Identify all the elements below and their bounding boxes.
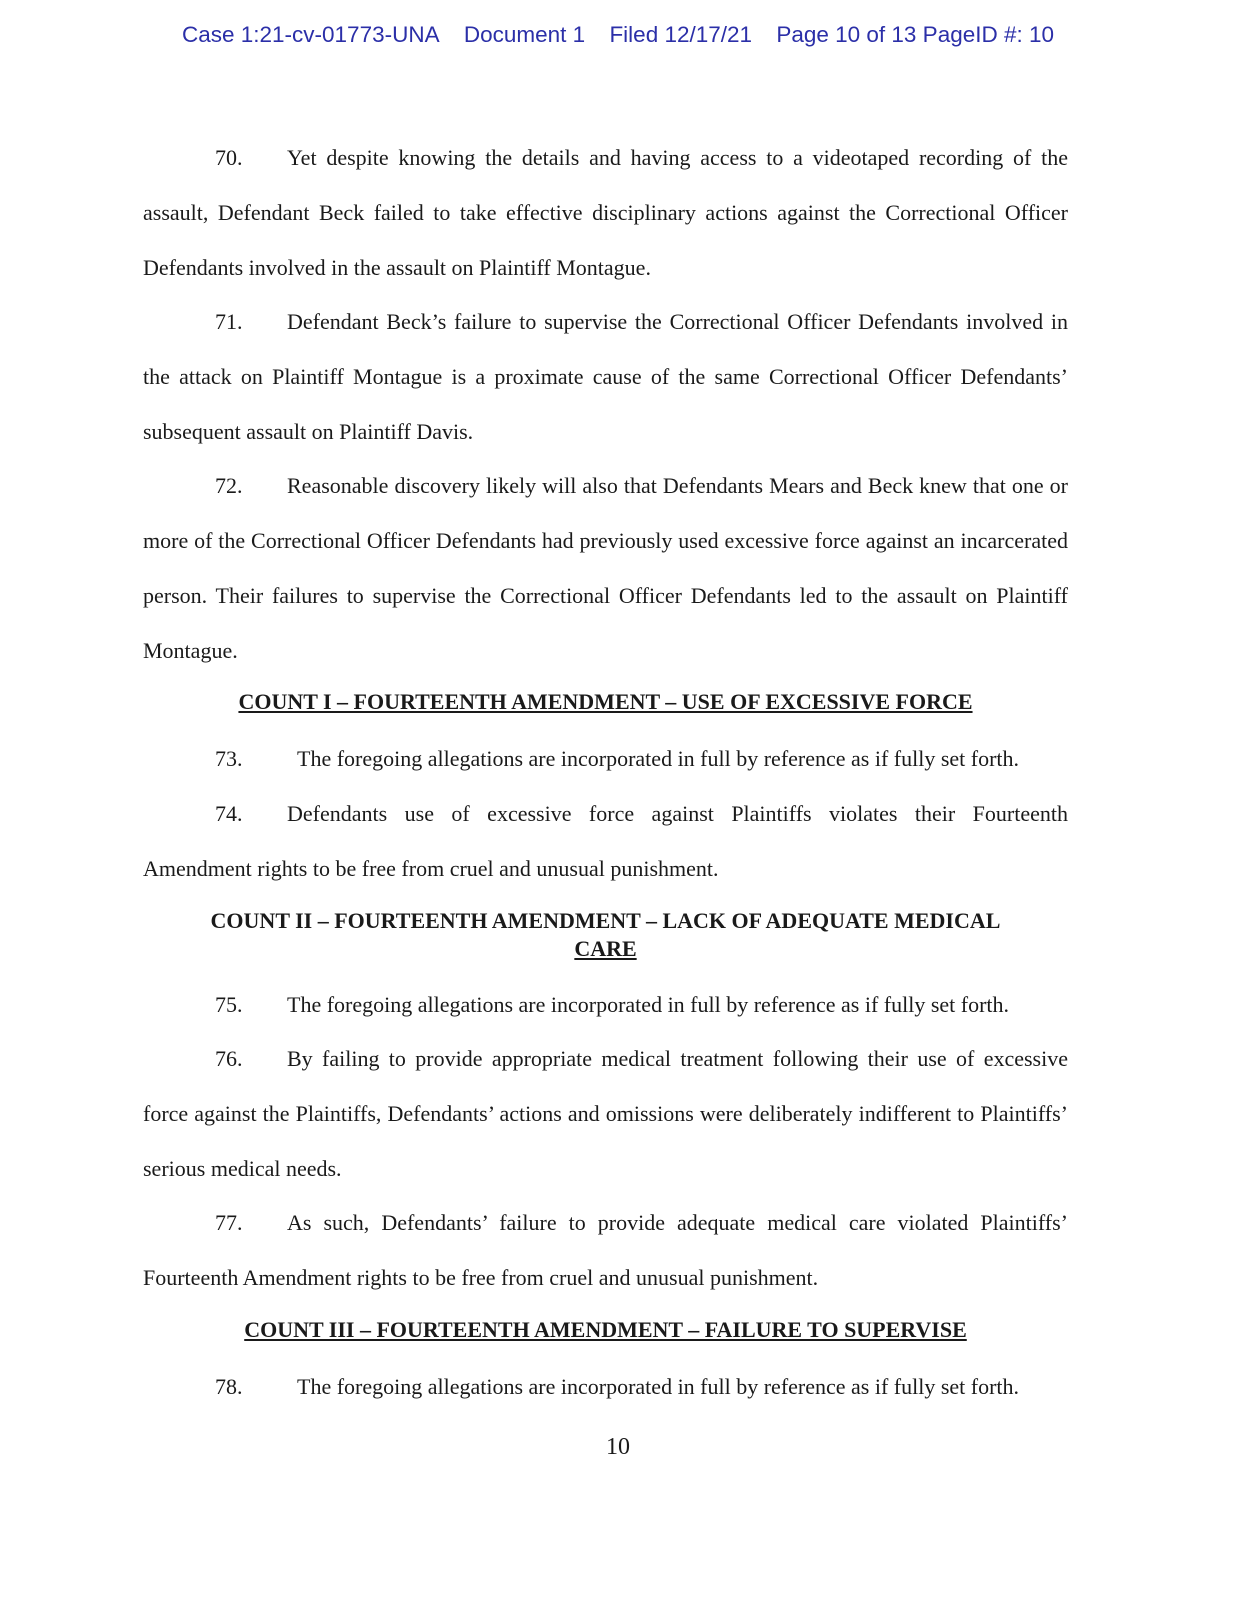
count-2-heading-line-1: COUNT II – FOURTEENTH AMENDMENT – LACK OF ADEQUATE MEDICAL [210, 908, 1001, 933]
paragraph-text: The foregoing allegations are incorporated in full by reference as if fully set forth. [297, 1374, 1020, 1399]
paragraph-72 [143, 458, 1068, 678]
paragraph-number: 76. [215, 1046, 243, 1071]
paragraph-77 [143, 1195, 1068, 1305]
paragraph-number: 78. [215, 1374, 243, 1399]
paragraph-71 [143, 294, 1068, 459]
paragraph-text: The foregoing allegations are incorporated in full by reference as if fully set forth. [287, 992, 1010, 1017]
document-number: Document 1 [463, 22, 586, 47]
paragraph-number: 75. [215, 992, 243, 1017]
page-number: 10 [606, 1434, 630, 1460]
count-2-heading [143, 907, 1068, 963]
paragraph-number: 73. [215, 746, 243, 771]
document-header [0, 22, 1236, 48]
paragraph-text: Defendants use of excessive force against Plaintiffs violates their Fourteenth Amendment rights to be free from cruel and unusual punishment. [143, 801, 1068, 881]
paragraph-78 [143, 1359, 1068, 1414]
paragraph-text: The foregoing allegations are incorporated in full by reference as if fully set forth. [297, 746, 1020, 771]
paragraph-70 [143, 130, 1068, 295]
paragraph-74 [143, 786, 1068, 896]
count-1-heading: COUNT I – FOURTEENTH AMENDMENT – USE OF EXCESSIVE FORCE [238, 689, 973, 714]
paragraph-number: 71. [215, 309, 243, 334]
paragraph-text: By failing to provide appropriate medical treatment following their use of excessive force against the Plaintiffs, Defendants’ actions and omissions were deliberately indifferent to Plaintiffs’ serious medical needs. [143, 1046, 1068, 1181]
paragraph-text: Yet despite knowing the details and having access to a videotaped recording of the assault, Defendant Beck failed to take effective disciplinary actions against the Correctional Officer Defendants involved in the assault on Plaintiff Montague. [143, 145, 1068, 280]
count-3-heading: COUNT III – FOURTEENTH AMENDMENT – FAILURE TO SUPERVISE [244, 1317, 967, 1342]
paragraph-number: 74. [215, 801, 243, 826]
case-number: Case 1:21-cv-01773-UNA [181, 22, 440, 47]
paragraph-75 [143, 977, 1068, 1032]
page-id: Page 10 of 13 PageID #: 10 [776, 22, 1055, 47]
count-2-heading-line-2: CARE [574, 936, 637, 961]
paragraph-76 [143, 1031, 1068, 1196]
paragraph-number: 77. [215, 1210, 243, 1235]
filed-date: Filed 12/17/21 [609, 22, 753, 47]
paragraph-text: Defendant Beck’s failure to supervise the Correctional Officer Defendants involved in the attack on Plaintiff Montague is a proximate cause of the same Correctional Officer Defendants’ subsequent assault on Plaintiff Davis. [143, 309, 1068, 444]
paragraph-number: 70. [215, 145, 243, 170]
paragraph-73 [143, 731, 1068, 786]
paragraph-text: As such, Defendants’ failure to provide adequate medical care violated Plaintiffs’ Fourteenth Amendment rights to be free from cruel and unusual punishment. [143, 1210, 1068, 1290]
paragraph-number: 72. [215, 473, 243, 498]
paragraph-text: Reasonable discovery likely will also that Defendants Mears and Beck knew that one or more of the Correctional Officer Defendants had previously used excessive force against an incarcerated person. Their failures to supervise the Correctional Officer Defendants led to the assault on Plaintiff Montague. [143, 473, 1068, 663]
